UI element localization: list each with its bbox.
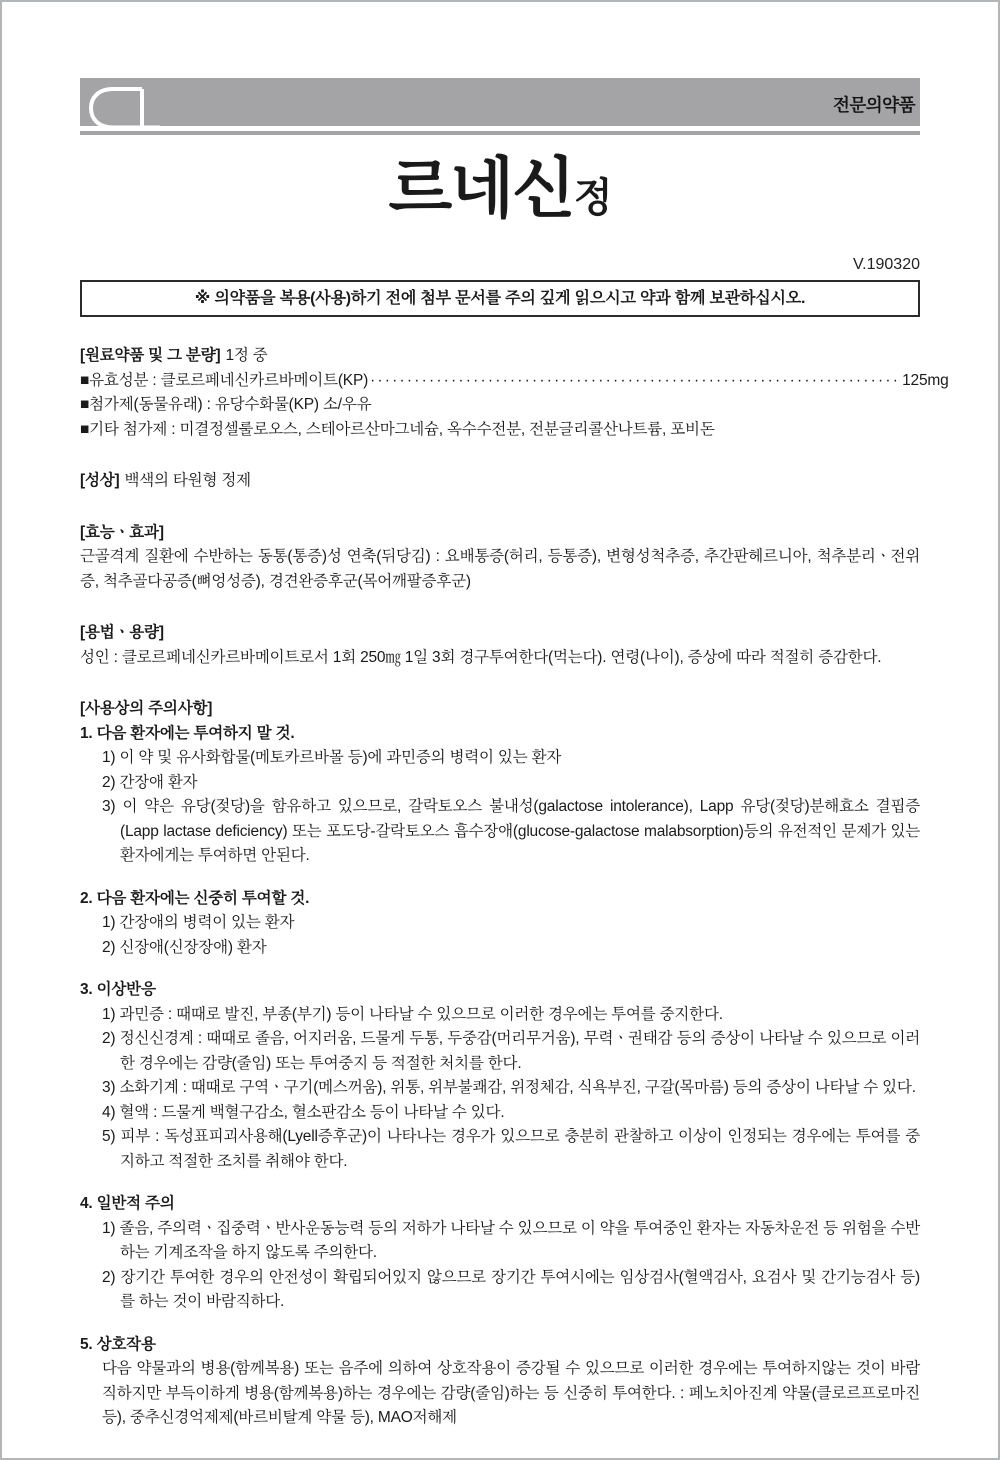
group-4-item: 2) 장기간 투여한 경우의 안전성이 확립되어있지 않으므로 장기간 투여시에는 임상검사(혈액검사, 요검사 및 간기능검사 등)를 하는 것이 바람직하다. — [102, 1268, 920, 1310]
efficacy-heading: [효능ㆍ효과] — [80, 523, 164, 541]
group-4-item: 1) 졸음, 주의력ㆍ집중력ㆍ반사운동능력 등의 저하가 나타날 수 있으므로 이 약을 투여중인 환자는 자동차운전 등 위험을 수반하는 기계조작을 하지 않도록 주의한다. — [102, 1219, 920, 1261]
section-dosage — [80, 621, 920, 670]
header-underline — [80, 126, 920, 131]
section-efficacy — [80, 521, 920, 595]
additive-other-line: ■기타 첨가제 : 미결정셀룰로오스, 스테아르산마그네슘, 옥수수전분, 전분글리콜산나트륨, 포비돈 — [80, 420, 715, 438]
section-precautions — [80, 697, 920, 1431]
group-1-title: 1. 다음 환자에는 투여하지 말 것. — [80, 724, 295, 742]
group-2-item: 1) 간장애의 병력이 있는 환자 — [102, 914, 295, 931]
additive-animal-line: ■첨가제(동물유래) : 유당수화물(KP) 소/우유 — [80, 396, 372, 413]
dosage-text: 성인 : 클로르페네신카르바메이트로서 1회 250㎎ 1일 3회 경구투여한다(먹는다). 연령(나이), 증상에 따라 적절히 증감한다. — [80, 648, 882, 666]
group-1-item: 2) 간장애 환자 — [102, 773, 198, 791]
drug-title-main: 르네신 — [388, 151, 574, 225]
group-3-item: 2) 정신신경계 : 때때로 졸음, 어지러움, 드물게 두통, 두중감(머리무거움), 무력ㆍ권태감 등의 증상이 나타날 수 있으므로 이러한 경우에는 감량(줄임) 또는 투여중지 등 적절한 처치를 한다. — [102, 1030, 920, 1072]
active-ingredient-label: ■유효성분 : 클로르페네신카르바메이트(KP) — [80, 371, 369, 389]
warning-box — [80, 280, 920, 317]
warning-text: ※ 의약품을 복용(사용)하기 전에 첨부 문서를 주의 깊게 읽으시고 약과 함께 보관하십시오. — [194, 290, 806, 307]
precautions-heading: [사용상의 주의사항] — [80, 700, 213, 717]
ingredients-unit: 1정 중 — [225, 347, 268, 364]
group-1-item: 3) 이 약은 유당(젖당)을 함유하고 있으므로, 갈락토오스 불내성(galactose intolerance), Lapp 유당(젖당)분해효소 결핍증(Lapp lactase deficiency) 또는 포도당-갈락토오스 흡수장애(glucose-galactose malabsorption)등의 유전적인 문제가 있는 환자에게는 투여하면 안된다. — [102, 798, 920, 864]
drug-title — [80, 149, 920, 246]
group-3-item: 4) 혈액 : 드물게 백혈구감소, 혈소판감소 등이 나타날 수 있다. — [102, 1103, 505, 1121]
precaution-group-1 — [80, 722, 920, 869]
leaflet-content — [2, 78, 998, 1431]
group-5-title: 5. 상호작용 — [80, 1335, 156, 1353]
group-2-title: 2. 다음 환자에는 신중히 투여할 것. — [80, 889, 310, 907]
dosage-heading: [용법ㆍ용량] — [80, 624, 164, 641]
rx-only-badge: 전문의약품 — [832, 95, 915, 115]
section-appearance — [80, 469, 920, 494]
header-bar — [80, 78, 920, 135]
version-label: V.190320 — [852, 256, 920, 273]
appearance-heading: [성상] — [80, 472, 120, 489]
group-3-title: 3. 이상반응 — [80, 981, 156, 998]
group-5-body: 다음 약물과의 병용(함께복용) 또는 음주에 의하여 상호작용이 증강될 수 있으므로 이러한 경우에는 투여하지않는 것이 바람직하지만 부득이하게 병용(함께복용)하는 경우에는 감량(줄임)하는 등 신중히 투여한다. : 페노치아진계 약물(클로르프로마진 등), 중추신경억제제(바르비탈계 약물 등), MAO저해제 — [102, 1360, 920, 1426]
leader-dots: ········································································ — [370, 371, 901, 389]
group-4-title: 4. 일반적 주의 — [80, 1195, 175, 1212]
ingredients-heading-line — [80, 344, 920, 369]
precaution-group-5 — [80, 1333, 920, 1431]
active-ingredient-amount: 125mg — [902, 371, 949, 389]
ingredients-heading: [원료약품 및 그 분량] — [80, 347, 221, 364]
group-1-item: 1) 이 약 및 유사화합물(메토카르바몰 등)에 과민증의 병력이 있는 환자 — [102, 749, 562, 766]
appearance-text: 백색의 타원형 정제 — [124, 472, 251, 489]
section-ingredients — [80, 344, 949, 442]
group-3-item: 5) 피부 : 독성표피괴사용해(Lyell증후군)이 나타나는 경우가 있으므로 충분히 관찰하고 이상이 인정되는 경우에는 투여를 중지하고 적절한 조치를 취해야 한다. — [102, 1128, 920, 1170]
drug-title-suffix: 정 — [573, 176, 612, 220]
group-3-item: 1) 과민증 : 때때로 발진, 부종(부기) 등이 나타날 수 있으므로 이러한 경우에는 투여를 중지한다. — [102, 1005, 723, 1023]
efficacy-text: 근골격계 질환에 수반하는 동통(통증)성 연축(뒤당김) : 요배통증(허리, 등통증), 변형성척추증, 추간판헤르니아, 척추분리ㆍ전위증, 척추골다공증(뼈엉성증), 경견완증후군(목어깨팔증후군) — [80, 548, 920, 590]
appearance-line — [80, 469, 920, 494]
group-2-item: 2) 신장애(신장장애) 환자 — [102, 938, 267, 956]
precaution-group-2 — [80, 887, 920, 961]
capsule-logo-icon — [88, 85, 160, 131]
precaution-group-3 — [80, 978, 920, 1174]
precaution-group-4 — [80, 1192, 920, 1315]
active-ingredient-line — [80, 369, 949, 394]
group-3-item: 3) 소화기계 : 때때로 구역ㆍ구기(메스꺼움), 위통, 위부불쾌감, 위정체감, 식욕부진, 구갈(목마름) 등의 증상이 나타날 수 있다. — [102, 1079, 916, 1096]
